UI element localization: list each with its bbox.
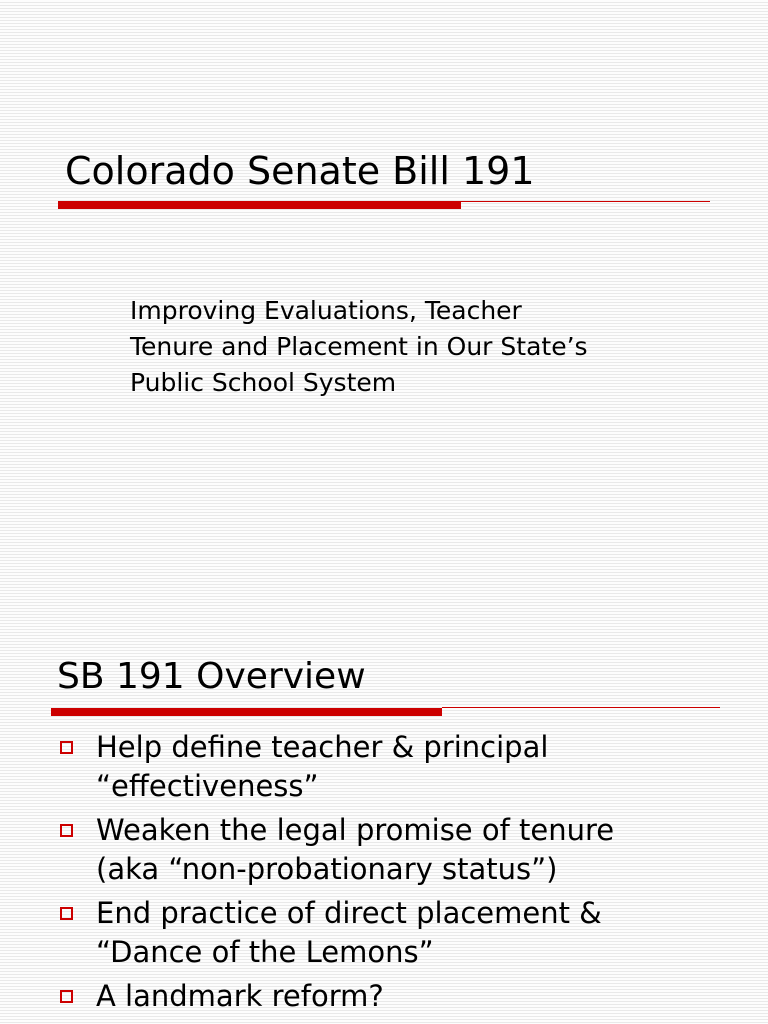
- slide-title-heading: Colorado Senate Bill 191: [65, 149, 535, 193]
- subtitle-line: Public School System: [130, 368, 397, 397]
- slide-overview: [0, 640, 768, 1024]
- hollow-square-bullet-icon: [60, 990, 73, 1003]
- overview-underline-thick: [51, 708, 442, 716]
- bullet-line: Help define teacher & principal: [96, 730, 549, 764]
- bullet-text: [96, 894, 768, 972]
- bullet-item: [0, 894, 768, 972]
- bullet-line: End practice of direct placement &: [96, 896, 602, 930]
- title-underline-thick: [58, 201, 461, 209]
- bullet-text: [96, 811, 768, 889]
- hollow-square-bullet-icon: [60, 741, 73, 754]
- bullet-item: [0, 811, 768, 889]
- hollow-square-bullet-icon: [60, 824, 73, 837]
- bullet-line: Weaken the legal promise of tenure: [96, 813, 615, 847]
- overview-underline-thin: [442, 707, 720, 708]
- bullet-item: [0, 977, 768, 1016]
- bullet-line: A landmark reform?: [96, 979, 384, 1013]
- hollow-square-bullet-icon: [60, 907, 73, 920]
- bullet-line: “Dance of the Lemons”: [96, 935, 434, 969]
- overview-heading: SB 191 Overview: [57, 656, 366, 697]
- bullet-item: [0, 728, 768, 806]
- bullet-line: (aka “non-probationary status”): [96, 852, 558, 886]
- subtitle-line: Improving Evaluations, Teacher: [130, 296, 522, 325]
- subtitle-line: Tenure and Placement in Our State’s: [130, 332, 588, 361]
- slide-subtitle: [130, 293, 730, 401]
- overview-bullet-list: [0, 728, 768, 1021]
- bullet-text: [96, 977, 768, 1016]
- title-underline-thin: [461, 201, 710, 202]
- bullet-line: “effectiveness”: [96, 769, 319, 803]
- bullet-text: [96, 728, 768, 806]
